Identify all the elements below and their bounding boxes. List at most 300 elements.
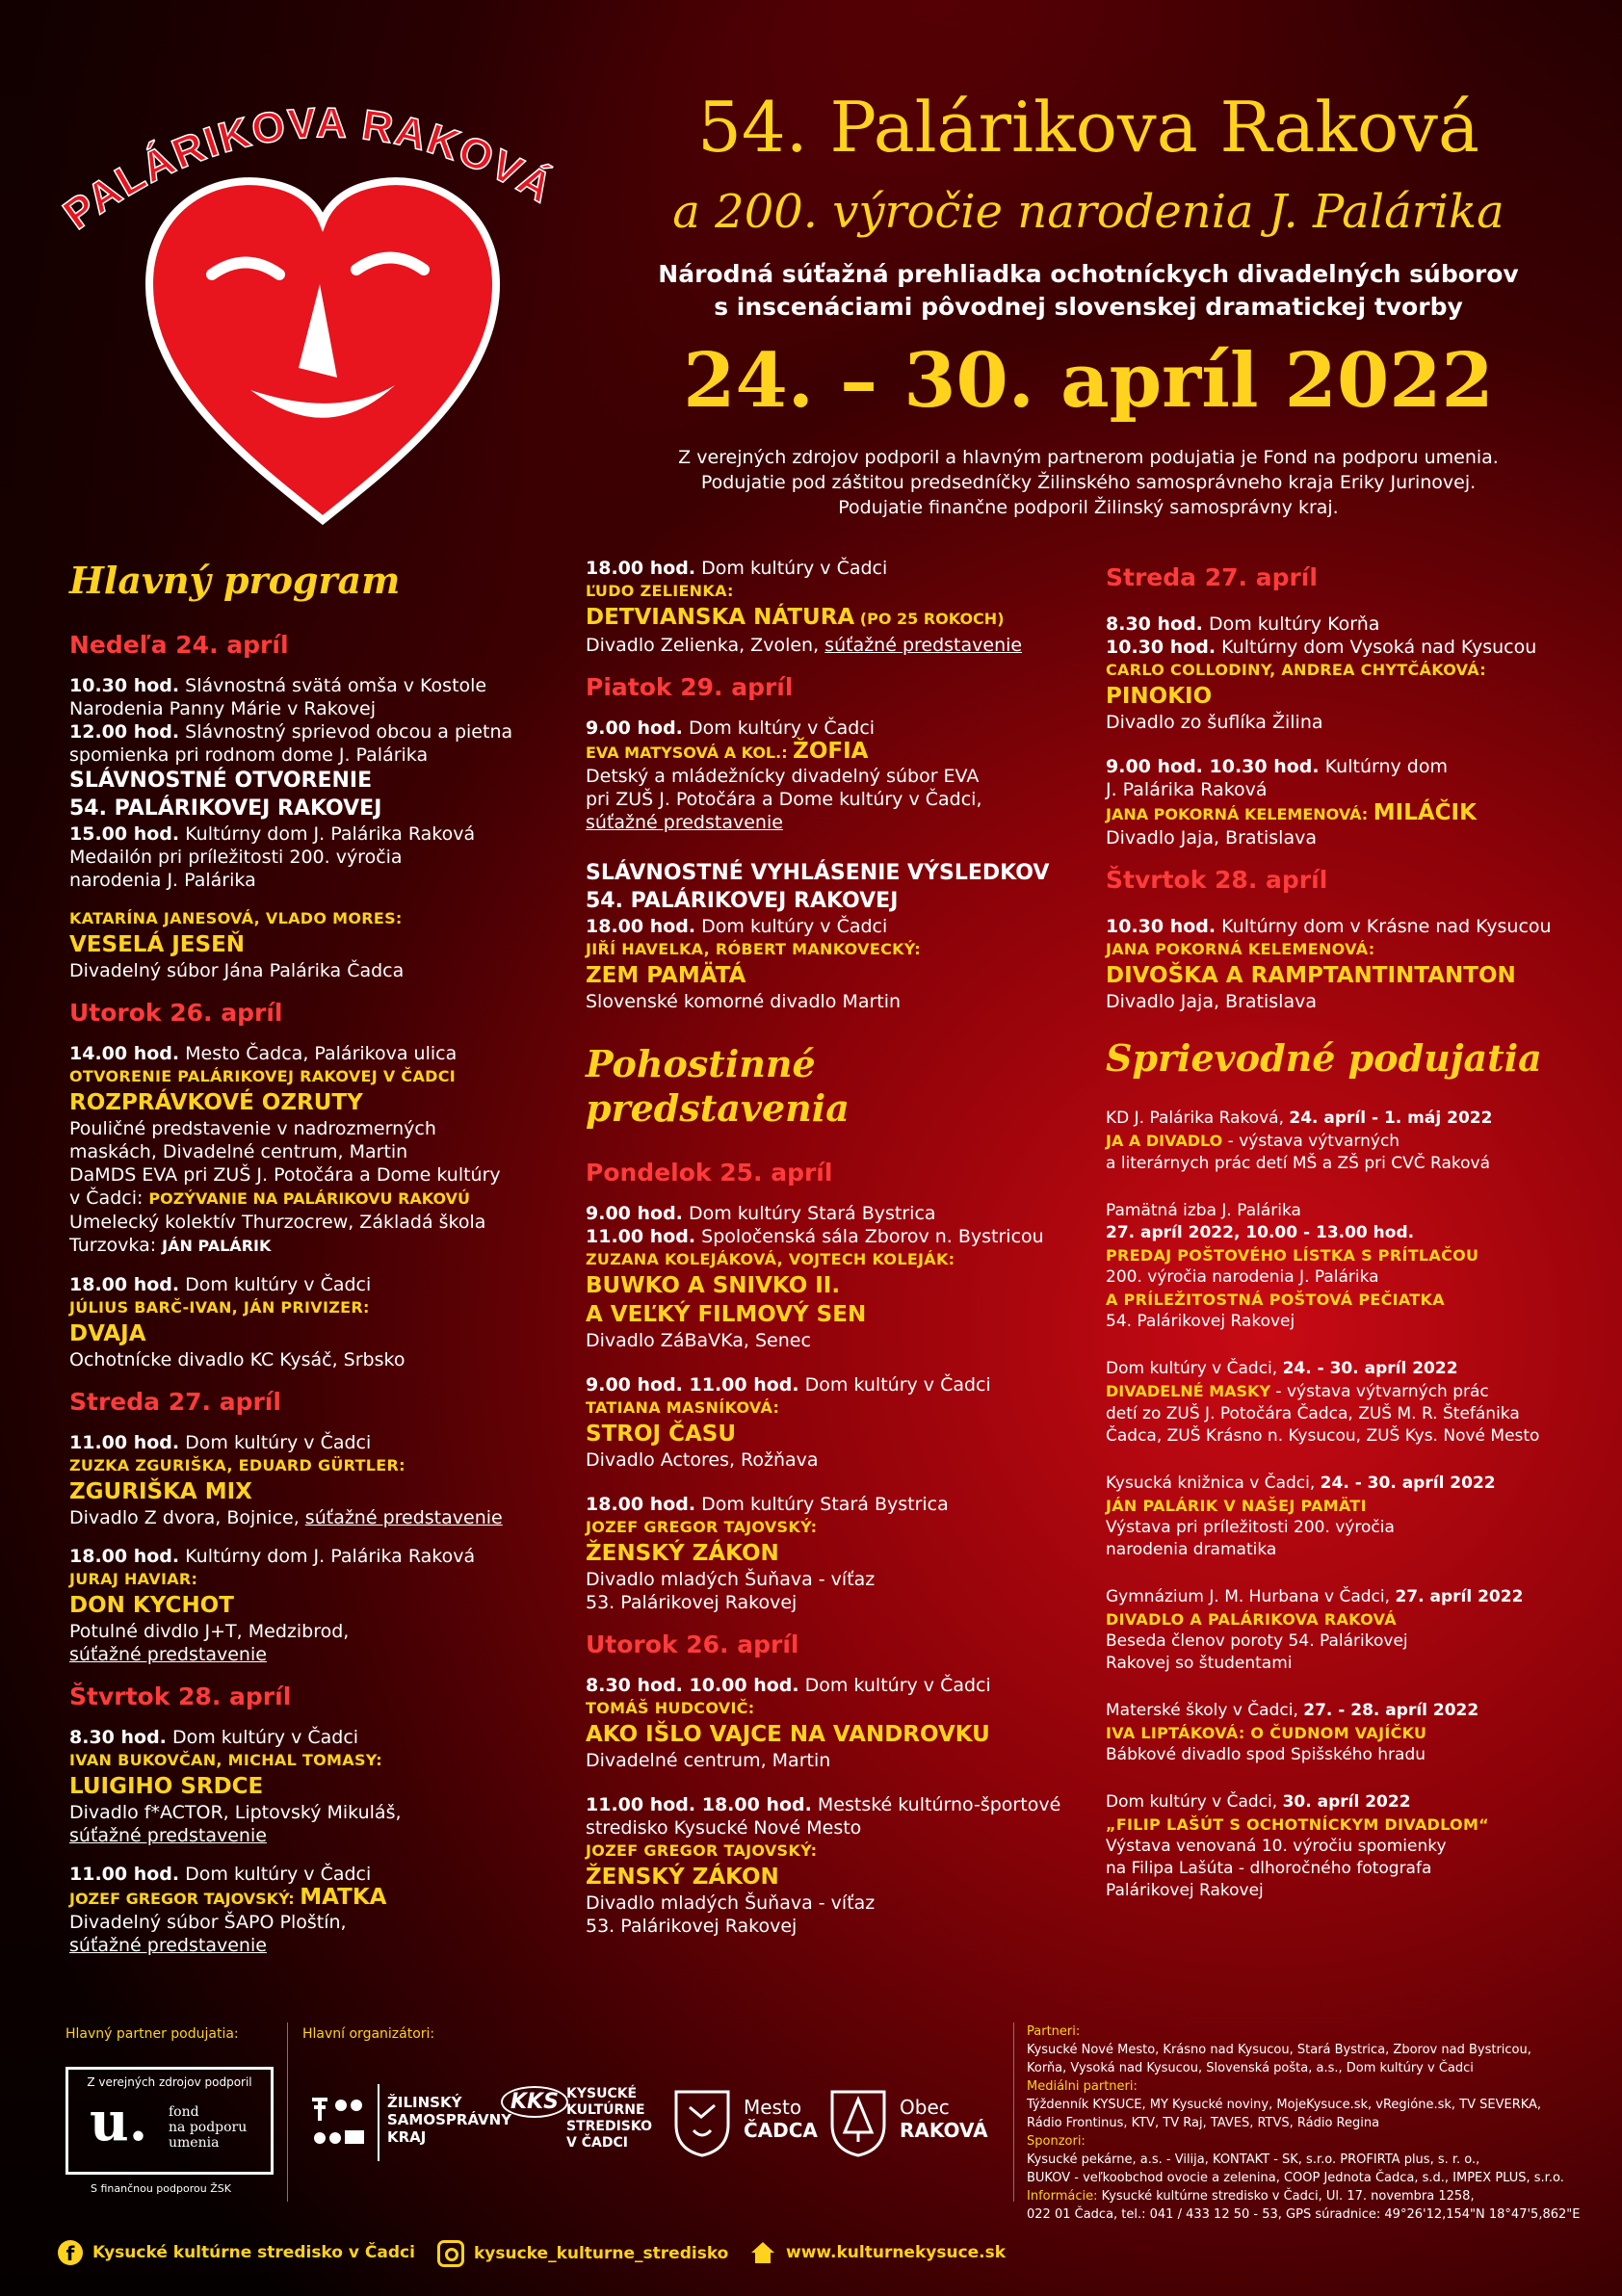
event-line xyxy=(586,557,1086,580)
item-venue: Kysucká knižnica v Čadci, xyxy=(1106,1474,1321,1493)
event-time: 9.00 hod. 10.30 hod. xyxy=(1106,756,1320,777)
event-venue: Kultúrny dom J. Palárika Raková xyxy=(179,823,476,845)
rakova-name-line: RAKOVÁ xyxy=(900,2119,988,2142)
event-time: 12.00 hod. xyxy=(69,721,180,743)
event-venue: Dom kultúry v Čadci xyxy=(179,1864,372,1885)
event-author: JOZEF GREGOR TAJOVSKÝ: xyxy=(69,1890,301,1908)
item-line xyxy=(1106,1130,1597,1153)
event-play-title: ŽENSKÝ ZÁKON xyxy=(586,1865,779,1890)
event-company xyxy=(586,634,1086,657)
competition-tag: súťažné predstavenie xyxy=(69,1935,267,1956)
divider xyxy=(1013,2022,1014,2202)
fpu-logo xyxy=(65,2067,274,2175)
event-highlight: 54. PALÁRIKOVEJ RAKOVEJ xyxy=(69,796,382,821)
event-venue: Dom kultúry v Čadci xyxy=(179,1432,372,1453)
festival-title: 54. Palárikova Raková xyxy=(697,87,1479,168)
event-inline-title: JÁN PALÁRIK xyxy=(162,1237,272,1255)
competition-tag: súťažné predstavenie xyxy=(824,635,1023,656)
rakova-coat-of-arms-icon xyxy=(828,2088,888,2157)
kks-name-line: STREDISKO xyxy=(566,2119,653,2134)
item-line xyxy=(1106,1791,1597,1813)
festival-logo xyxy=(58,77,597,530)
item-date: 24. apríl - 1. máj 2022 xyxy=(1289,1109,1493,1128)
event-highlight: SLÁVNOSTNÉ OTVORENIE xyxy=(69,769,373,793)
event-play-title xyxy=(586,603,1086,634)
item-line: Pamätná izba J. Palárika xyxy=(1106,1201,1301,1220)
event-company: Divadlo Jaja, Bratislava xyxy=(1106,991,1317,1012)
event-line xyxy=(1106,801,1597,826)
item-desc: - výstava výtvarných prác xyxy=(1270,1382,1489,1401)
event-author: IVAN BUKOVČAN, MICHAL TOMASY: xyxy=(69,1751,382,1769)
event-play-title-main: DETVIANSKA NÁTURA xyxy=(586,605,855,630)
description-line-1: Národná súťažná prehliadka ochotníckych divadelných súborov xyxy=(658,260,1519,288)
event-line xyxy=(69,1726,570,1749)
event-zensky-zakon-2 xyxy=(586,1793,1086,1938)
competition-tag: súťažné predstavenie xyxy=(69,1825,267,1846)
event-company: Divadelné centrum, Martin xyxy=(586,1750,831,1771)
event-line xyxy=(69,674,570,697)
cadca-name-line: Mesto xyxy=(744,2096,802,2119)
item-line: Výstava venovaná 10. výročiu spomienky xyxy=(1106,1837,1447,1856)
item-line: a literárnych prác detí MŠ a ZŠ pri CVČ Raková xyxy=(1106,1154,1491,1173)
event-line xyxy=(69,1431,570,1454)
item-title: IVA LIPTÁKOVÁ: O ČUDNOM VAJÍČKU xyxy=(1106,1724,1427,1742)
partners-line: Kysucké Nové Mesto, Krásno nad Kysucou, Stará Bystrica, Zborov nad Bystricou, xyxy=(1027,2043,1531,2057)
event-highlight: 54. PALÁRIKOVEJ RAKOVEJ xyxy=(586,889,899,913)
info-text: Kysucké kultúrne stredisko v Čadci, Ul. 17. novembra 1258, xyxy=(1097,2189,1475,2204)
event-play-title: ZEM PAMÄTÁ xyxy=(586,963,746,988)
footer xyxy=(0,2013,1622,2296)
event-company: Slovenské komorné divadlo Martin xyxy=(586,991,902,1012)
zsk-name-line: ŽILINSKÝ xyxy=(387,2094,462,2111)
event-line: narodenia J. Palárika xyxy=(69,870,256,891)
event-venue: Mesto Čadca, Palárikova ulica xyxy=(179,1043,458,1064)
zsk-name xyxy=(387,2094,511,2146)
event-author: EVA MATYSOVÁ A KOL.: xyxy=(586,744,794,762)
event-line: maskách, Divadelné centrum, Martin xyxy=(69,1141,408,1162)
event-line: Umelecký kolektív Thurzocrew, Základá škola xyxy=(69,1212,486,1233)
section-title-guest-performances: Pohostinné predstavenia xyxy=(586,1042,850,1130)
event-ozruty xyxy=(69,1042,570,1258)
day-heading-sunday: Nedeľa 24. apríl xyxy=(69,631,289,659)
event-company: Ochotnícke divadlo KC Kysáč, Srbsko xyxy=(69,1349,406,1370)
event-company: Divadelný súbor Jána Palárika Čadca xyxy=(69,960,405,981)
item-date: 30. apríl 2022 xyxy=(1282,1792,1411,1812)
competition-tag: súťažné predstavenie xyxy=(586,812,783,833)
event-line xyxy=(586,717,1086,740)
event-play-title: MATKA xyxy=(300,1885,387,1910)
divider xyxy=(287,2022,288,2202)
middle-column xyxy=(586,557,1086,1953)
event-line: spomienka pri rodnom dome J. Palárika xyxy=(69,744,429,766)
day-heading-wednesday-guest: Streda 27. apríl xyxy=(1106,563,1318,591)
event-company: Divadlo ZáBaVKa, Senec xyxy=(586,1330,811,1351)
cadca-name xyxy=(744,2096,818,2142)
day-heading-tuesday: Utorok 26. apríl xyxy=(69,999,283,1027)
kks-name-line: V ČADCI xyxy=(566,2135,628,2151)
item-date: 27. apríl 2022, 10.00 - 13.00 hod. xyxy=(1106,1223,1415,1242)
event-time: 18.00 hod. xyxy=(586,558,696,579)
cadca-coat-of-arms-icon xyxy=(672,2088,732,2157)
event-play-title: PINOKIO xyxy=(1106,684,1213,709)
section-title-main-program: Hlavný program xyxy=(69,559,401,602)
item-line xyxy=(1106,1473,1597,1495)
facebook-icon: f xyxy=(58,2240,83,2265)
day-heading-wednesday: Streda 27. apríl xyxy=(69,1388,281,1416)
instagram-label: kysucke_kulturne_stredisko xyxy=(474,2244,729,2263)
event-line-part: Turzovka: xyxy=(69,1235,163,1256)
event-venue: Kultúrny dom xyxy=(1319,756,1448,777)
event-line xyxy=(586,915,1086,938)
event-time: 10.30 hod. xyxy=(69,675,180,696)
event-time: 18.00 hod. xyxy=(586,1494,696,1515)
event-company: Potulné divdlo J+T, Medzibrod, xyxy=(69,1621,350,1642)
event-company-name: Divadlo Z dvora, Bojnice, xyxy=(69,1507,305,1528)
event-play-title: VESELÁ JESEŇ xyxy=(69,932,246,957)
fpu-name-line: na podporu xyxy=(169,2120,248,2135)
competition-tag: súťažné predstavenie xyxy=(69,1644,267,1665)
event-line xyxy=(586,1202,1086,1225)
event-company: Divadlo Actores, Rožňava xyxy=(586,1449,819,1471)
sponsors-label: Sponzori: xyxy=(1027,2134,1086,2149)
item-line: na Filipa Lašúta - dlhoročného fotografa xyxy=(1106,1859,1432,1878)
competition-tag: súťažné predstavenie xyxy=(304,1507,503,1528)
event-time: 11.00 hod. xyxy=(586,1226,696,1247)
event-time: 8.30 hod. xyxy=(69,1727,167,1748)
event-author: TOMÁŠ HUDCOVIČ: xyxy=(586,1699,755,1717)
media-line: Rádio Frontinus, KTV, TV Raj, TAVES, RTVS, Rádio Regina xyxy=(1027,2116,1380,2130)
event-play-title: ŽOFIA xyxy=(793,739,869,764)
event-line xyxy=(69,1863,570,1886)
event-time: 8.30 hod. xyxy=(1106,613,1203,635)
event-zofia xyxy=(586,717,1086,834)
event-line: DaMDS EVA pri ZUŠ J. Potočára a Dome kultúry xyxy=(69,1164,501,1186)
event-line xyxy=(69,1042,570,1065)
event-venue: Kultúrny dom Vysoká nad Kysucou xyxy=(1216,637,1537,658)
festival-dates: 24. – 30. apríl 2022 xyxy=(683,337,1494,425)
day-heading-thursday: Štvrtok 28. apríl xyxy=(69,1683,292,1710)
event-line xyxy=(586,1674,1086,1697)
event-author: JANA POKORNÁ KELEMENOVÁ: xyxy=(1106,805,1373,823)
event-opening xyxy=(69,674,570,892)
support-line-1: Z verejných zdrojov podporil a hlavným partnerom podujatia je Fond na podporu umenia. xyxy=(678,447,1499,468)
logo-text-path: PALÁRIKOVA RAKOVÁ xyxy=(58,99,562,239)
sponsors-line: BUKOV - veľkoobchod ovocie a zelenina, COOP Jednota Čadca, s.d., IMPEX PLUS, s.r.o. xyxy=(1027,2171,1564,2185)
fpu-name-line: umenia xyxy=(169,2135,220,2151)
event-line xyxy=(586,1493,1086,1516)
event-line: Pouličné predstavenie v nadrozmerných xyxy=(69,1118,436,1139)
accompanying-item xyxy=(1106,1791,1597,1902)
event-line xyxy=(1106,613,1597,636)
item-line xyxy=(1106,1380,1597,1403)
event-venue: Dom kultúry v Čadci xyxy=(695,916,888,937)
event-company: Divadlo zo šuflíka Žilina xyxy=(1106,712,1323,733)
kks-name-line: KULTÚRNE xyxy=(566,2102,645,2118)
event-zensky-zakon-1 xyxy=(586,1493,1086,1614)
support-line-3: Podujatie finančne podporil Žilinský samosprávny kraj. xyxy=(838,497,1339,518)
event-company: 53. Palárikovej Rakovej xyxy=(586,1916,798,1937)
accompanying-item xyxy=(1106,1586,1597,1675)
accompanying-item xyxy=(1106,1700,1597,1766)
event-venue: Kultúrny dom v Krásne nad Kysucou xyxy=(1216,916,1552,937)
rakova-name-line: Obec xyxy=(900,2096,950,2119)
zsk-emblem-svg xyxy=(304,2090,372,2157)
event-author: ĽUDO ZELIENKA: xyxy=(586,582,734,600)
event-author: KATARÍNA JANESOVÁ, VLADO MORES: xyxy=(69,909,403,927)
festival-subtitle: a 200. výročie narodenia J. Palárika xyxy=(672,185,1504,239)
instagram-icon xyxy=(437,2240,464,2267)
item-title: PREDAJ POŠTOVÉHO LÍSTKA S PRÍTLAČOU xyxy=(1106,1246,1479,1265)
event-line xyxy=(69,1273,570,1296)
event-line xyxy=(69,720,570,744)
event-line xyxy=(586,1793,1086,1816)
item-line: Beseda členov poroty 54. Palárikovej xyxy=(1106,1631,1408,1651)
item-venue: Dom kultúry v Čadci, xyxy=(1106,1792,1283,1812)
zsk-emblem-icon xyxy=(304,2090,372,2157)
event-line xyxy=(1106,915,1597,938)
partners-info xyxy=(1027,2022,1605,2224)
item-title: JA A DIVADLO xyxy=(1106,1132,1223,1150)
item-line: Rakovej so študentami xyxy=(1106,1654,1293,1673)
day-heading-friday: Piatok 29. apríl xyxy=(586,673,794,701)
info-line: 022 01 Čadca, tel.: 041 / 433 12 50 - 53, GPS súradnice: 49°26'12,154"N 18°47'5,862"E xyxy=(1027,2207,1581,2222)
event-don-kychot xyxy=(69,1545,570,1666)
event-company: Divadlo mladých Šuňava - víťaz xyxy=(586,1569,876,1590)
day-heading-monday: Pondelok 25. apríl xyxy=(586,1159,833,1187)
event-company xyxy=(69,1506,570,1529)
event-stroj-casu xyxy=(586,1373,1086,1472)
kks-name xyxy=(566,2086,652,2152)
event-detvianska-natura xyxy=(586,557,1086,657)
item-venue: Gymnázium J. M. Hurbana v Čadci, xyxy=(1106,1587,1396,1606)
event-time: 9.00 hod. 11.00 hod. xyxy=(586,1374,799,1396)
home-icon xyxy=(749,2240,776,2265)
event-line xyxy=(69,822,570,846)
support-line-2: Podujatie pod záštitou predsedníčky Žilinského samosprávneho kraja Eriky Jurinovej. xyxy=(700,472,1477,493)
zsk-name-line: KRAJ xyxy=(387,2128,427,2146)
event-venue: Dom kultúry v Čadci xyxy=(695,558,888,579)
event-author: JOZEF GREGOR TAJOVSKÝ: xyxy=(586,1518,818,1536)
event-time: 9.00 hod. xyxy=(586,718,683,739)
event-line: J. Palárika Raková xyxy=(1106,779,1268,800)
event-company: Divadelný súbor ŠAPO Ploštín, xyxy=(69,1912,347,1933)
event-line xyxy=(586,740,1086,765)
divider xyxy=(378,2084,379,2161)
event-inline-title: POZÝVANIE NA PALÁRIKOVU RAKOVÚ xyxy=(148,1189,471,1208)
event-line: Medailón pri príležitosti 200. výročia xyxy=(69,847,403,868)
fpu-note: S finančnou podporou ŽSK xyxy=(91,2182,231,2195)
support-notice xyxy=(578,445,1599,520)
event-author: JANA POKORNÁ KELEMENOVÁ: xyxy=(1106,940,1375,958)
event-venue: Kultúrny dom J. Palárika Raková xyxy=(179,1546,476,1567)
event-matka xyxy=(69,1863,570,1957)
event-play-title: ROZPRÁVKOVÉ OZRUTY xyxy=(69,1090,363,1115)
main-program-column xyxy=(69,559,570,1972)
instagram-link[interactable] xyxy=(437,2240,728,2267)
accompanying-item xyxy=(1106,1200,1597,1333)
item-line: Bábkové divadlo spod Spišského hradu xyxy=(1106,1745,1426,1764)
item-line xyxy=(1106,1358,1597,1380)
event-play-title-note: (PO 25 ROKOCH) xyxy=(854,610,1005,628)
event-company: Divadlo Jaja, Bratislava xyxy=(1106,827,1317,848)
event-venue: Dom kultúry Stará Bystrica xyxy=(695,1494,949,1515)
event-ako-islo-vajce xyxy=(586,1674,1086,1772)
event-time: 14.00 hod. xyxy=(69,1043,180,1064)
event-venue: Spoločenská sála Zborov n. Bystricou xyxy=(695,1226,1044,1247)
item-title: DIVADELNÉ MASKY xyxy=(1106,1382,1271,1400)
item-line: Výstava pri príležitosti 200. výročia xyxy=(1106,1518,1395,1537)
event-milacik xyxy=(1106,755,1597,849)
event-play-title: MILÁČIK xyxy=(1373,800,1477,825)
event-play-title: STROJ ČASU xyxy=(586,1422,737,1447)
event-time: 11.00 hod. xyxy=(69,1432,180,1453)
item-line: 54. Palárikovej Rakovej xyxy=(1106,1312,1295,1331)
cadca-name-line: ČADCA xyxy=(744,2119,818,2142)
event-company: Detský a mládežnícky divadelný súbor EVA xyxy=(586,766,980,787)
event-play-title: DIVOŠKA A RAMPTANTINTANTON xyxy=(1106,963,1516,988)
event-results xyxy=(586,859,1086,1013)
event-venue: Dom kultúry v Čadci xyxy=(166,1727,359,1748)
event-dvaja xyxy=(69,1273,570,1371)
event-line-part: v Čadci: xyxy=(69,1187,149,1209)
item-line xyxy=(1106,1700,1597,1722)
event-company: Divadlo mladých Šuňava - víťaz xyxy=(586,1892,876,1914)
event-luigiho-srdce xyxy=(69,1726,570,1847)
event-author: ZUZKA ZGURIŠKA, EDUARD GÜRTLER: xyxy=(69,1456,406,1474)
event-venue: Dom kultúry v Čadci xyxy=(179,1274,372,1295)
media-partners-label: Mediálni partneri: xyxy=(1027,2079,1138,2094)
partners-label: Partneri: xyxy=(1027,2024,1081,2039)
item-title: DIVADLO A PALÁRIKOVA RAKOVÁ xyxy=(1106,1610,1397,1629)
item-venue: Dom kultúry v Čadci, xyxy=(1106,1359,1283,1378)
item-title: A PRÍLEŽITOSTNÁ POŠTOVÁ PEČIATKA xyxy=(1106,1291,1445,1309)
event-venue: Slávnostný sprievod obcou a pietna xyxy=(179,721,513,743)
accompanying-item xyxy=(1106,1108,1597,1175)
event-venue: Dom kultúry v Čadci xyxy=(798,1374,991,1396)
item-line: detí zo ZUŠ J. Potočára Čadca, ZUŠ M. R. Štefánika xyxy=(1106,1404,1520,1423)
event-line xyxy=(69,1886,570,1911)
event-line: stredisko Kysucké Nové Mesto xyxy=(586,1817,862,1839)
kks-logo-icon: KKS xyxy=(501,2086,568,2118)
event-time: 11.00 hod. xyxy=(69,1864,180,1885)
event-company: Divadlo f*ACTOR, Liptovský Mikuláš, xyxy=(69,1802,402,1823)
right-column xyxy=(1106,562,1597,1927)
event-author: ZUZANA KOLEJÁKOVÁ, VOJTECH KOLEJÁK: xyxy=(586,1250,955,1268)
section-title-accompanying-events: Sprievodné podujatia xyxy=(1106,1036,1542,1080)
item-line: narodenia dramatika xyxy=(1106,1540,1277,1559)
event-play-title: ZGURIŠKA MIX xyxy=(69,1479,252,1504)
rakova-name xyxy=(900,2096,988,2142)
item-title: JÁN PALÁRIK V NAŠEJ PAMÄTI xyxy=(1106,1497,1367,1515)
info-line xyxy=(1027,2187,1605,2205)
event-venue: Dom kultúry Korňa xyxy=(1202,613,1380,635)
item-venue: Materské školy v Čadci, xyxy=(1106,1701,1304,1720)
event-author: JURAJ HAVIAR: xyxy=(69,1570,198,1588)
event-time: 10.30 hod. xyxy=(1106,637,1216,658)
event-time: 10.30 hod. xyxy=(1106,916,1216,937)
item-date: 24. - 30. apríl 2022 xyxy=(1282,1359,1458,1378)
item-line xyxy=(1106,1108,1597,1130)
fpu-name-line: fond xyxy=(169,2104,199,2120)
sponsors-line: Kysucké pekárne, a.s. - Vilija, KONTAKT - SK, s.r.o. PROFIRTA plus, s. r. o., xyxy=(1027,2152,1480,2167)
accompanying-item xyxy=(1106,1473,1597,1561)
facebook-label: Kysucké kultúrne stredisko v Čadci xyxy=(92,2243,415,2262)
event-author: OTVORENIE PALÁRIKOVEJ RAKOVEJ V ČADCI xyxy=(69,1067,457,1085)
organizers-label: Hlavní organizátori: xyxy=(302,2026,435,2042)
event-time: 18.00 hod. xyxy=(69,1546,180,1567)
fpu-name xyxy=(169,2104,247,2151)
event-play-title: BUWKO A SNIVKO II. xyxy=(586,1273,841,1298)
event-line xyxy=(69,1187,570,1211)
event-author: JOZEF GREGOR TAJOVSKÝ: xyxy=(586,1841,818,1860)
kks-name-line: KYSUCKÉ xyxy=(566,2086,638,2101)
zsk-name-line: SAMOSPRÁVNY xyxy=(387,2111,512,2128)
day-heading-tuesday-guest: Utorok 26. apríl xyxy=(586,1631,799,1658)
cadca-crest-svg xyxy=(672,2088,732,2157)
event-author: JÚLIUS BARČ-IVAN, JÁN PRIVIZER: xyxy=(69,1298,370,1317)
event-time: 11.00 hod. 18.00 hod. xyxy=(586,1794,812,1815)
item-line: Palárikovej Rakovej xyxy=(1106,1881,1264,1900)
event-time: 8.30 hod. 10.00 hod. xyxy=(586,1675,799,1696)
website-link[interactable] xyxy=(749,2240,1006,2265)
event-buwko xyxy=(586,1202,1086,1352)
event-highlight: SLÁVNOSTNÉ VYHLÁSENIE VÝSLEDKOV xyxy=(586,861,1050,885)
event-author: JIŘÍ HAVELKA, RÓBERT MANKOVECKÝ: xyxy=(586,940,921,958)
heart-mask-logo xyxy=(58,77,597,530)
event-vesela-jesen xyxy=(69,907,570,982)
item-line xyxy=(1106,1586,1597,1608)
event-zguriska-mix xyxy=(69,1431,570,1529)
item-date: 24. - 30. apríl 2022 xyxy=(1320,1474,1496,1493)
item-date: 27. - 28. apríl 2022 xyxy=(1303,1701,1479,1720)
event-play-title: A VEĽKÝ FILMOVÝ SEN xyxy=(586,1302,867,1327)
event-play-title: DON KYCHOT xyxy=(69,1593,234,1618)
partners-line: Korňa, Vysoká nad Kysucou, Slovenská pošta, a.s., Dom kultúry v Čadci xyxy=(1027,2061,1474,2075)
event-company: 53. Palárikovej Rakovej xyxy=(586,1592,798,1613)
event-play-title: ŽENSKÝ ZÁKON xyxy=(586,1541,779,1566)
event-time: 15.00 hod. xyxy=(69,823,180,845)
info-label: Informácie: xyxy=(1027,2189,1098,2204)
event-author: CARLO COLLODINY, ANDREA CHYTČÁKOVÁ: xyxy=(1106,661,1486,679)
event-company: pri ZUŠ J. Potočára a Dome kultúry v Čadci, xyxy=(586,789,982,810)
event-pinokio xyxy=(1106,613,1597,734)
event-line xyxy=(69,1545,570,1568)
event-venue: Slávnostná svätá omša v Kostole xyxy=(179,675,487,696)
website-label: www.kulturnekysuce.sk xyxy=(786,2243,1007,2262)
event-venue: Dom kultúry Stará Bystrica xyxy=(682,1203,936,1224)
media-line: Týždenník KYSUCE, MY Kysucké noviny, MojeKysuce.sk, vRegióne.sk, TV SEVERKA, xyxy=(1027,2098,1542,2112)
event-line xyxy=(1106,755,1597,778)
event-time: 9.00 hod. xyxy=(586,1203,683,1224)
event-play-title: LUIGIHO SRDCE xyxy=(69,1774,264,1799)
item-title: „FILIP LAŠÚT S OCHOTNÍCKYM DIVADLOM“ xyxy=(1106,1815,1489,1834)
rakova-crest-svg xyxy=(828,2088,888,2157)
event-line xyxy=(1106,636,1597,659)
festival-description xyxy=(578,258,1599,324)
fpu-top-text: Z verejných zdrojov podporil xyxy=(87,2075,252,2089)
facebook-link[interactable] xyxy=(58,2240,415,2265)
event-time: 18.00 hod. xyxy=(69,1274,180,1295)
fpu-u-mark: u. xyxy=(90,2090,148,2153)
event-line xyxy=(69,1234,570,1258)
event-play-title: AKO IŠLO VAJCE NA VANDROVKU xyxy=(586,1722,990,1747)
day-heading-thursday-guest: Štvrtok 28. apríl xyxy=(1106,866,1328,894)
event-time: 18.00 hod. xyxy=(586,916,696,937)
event-company-name: Divadlo Zelienka, Zvolen, xyxy=(586,635,825,656)
item-venue: KD J. Palárika Raková, xyxy=(1106,1109,1290,1128)
item-desc: - výstava výtvarných xyxy=(1222,1132,1400,1151)
event-author: TATIANA MASNÍKOVÁ: xyxy=(586,1398,780,1417)
